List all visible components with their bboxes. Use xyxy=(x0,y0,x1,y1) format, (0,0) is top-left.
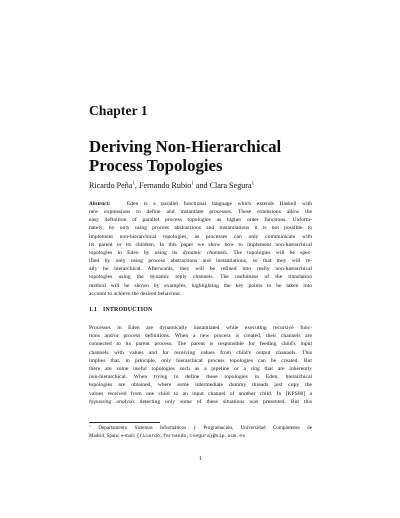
footnote-line: Madrid, Spain; e-mail: {ricardo,fernando,csegura}@sip.ucm.es xyxy=(89,432,246,439)
footnote-line: $^1$ Departamento Sistemas Informáticos y Programación, Universidad Complutense de xyxy=(89,425,312,431)
abstract-label: Abstract: xyxy=(89,201,111,207)
abstract-line: easy definition of parallel process topologies as higher order functions. Unfortu- xyxy=(89,217,312,224)
author-name: , Fernando Rubio xyxy=(134,181,192,190)
page-number: 1 xyxy=(199,456,202,462)
affiliation-mark: 1 xyxy=(251,181,255,187)
abstract-line: Abstract: Eden is a parallel functional language which extends Haskell with xyxy=(89,201,312,207)
abstract-line: method will be shown by examples, highlighting the key points to be taken into xyxy=(89,282,312,289)
emphasis-text: bypassing analysis xyxy=(89,398,135,405)
section-heading xyxy=(89,307,153,313)
section-number: 1.1 xyxy=(89,307,97,313)
affiliation-mark: 1 xyxy=(132,181,135,187)
abstract-line: ified by only using process abstractions and instantiations, so that they will re- xyxy=(89,258,312,265)
abstract-line: its parent or its children. In this paper we show how to implement non-hierarchical xyxy=(89,241,312,248)
chapter-title-line: Deriving Non-Hierarchical xyxy=(89,137,282,156)
email-address: {ricardo,fernando,csegura}@sip.ucm.es xyxy=(136,433,246,439)
abstract xyxy=(89,200,312,298)
footnote-mark: 1 xyxy=(89,425,91,428)
abstract-line: account to achieve the desired behaviour. xyxy=(89,290,182,297)
body-line: non-hierarchical. When trying to define these topologies in Eden, hierarchical xyxy=(89,374,312,381)
footnote xyxy=(89,425,312,440)
body-line: values received from one child to an input channel of another child. In [KPS00] a xyxy=(89,390,312,397)
body-line: implies that, in principle, only hierarchical process topologies can be created. But xyxy=(89,357,312,364)
abstract-line: topologies using the dynamic reply channels. The usefulness of the translation xyxy=(89,274,312,281)
footnote-rule xyxy=(89,422,160,423)
section-title: INTRODUCTION xyxy=(102,307,153,313)
abstract-line: ally be hierarchical. Afterwards, they will be refined into really non-hierarchical xyxy=(89,266,312,273)
abstract-line: topologies in Eden by using its dynamic channels. The topologies will be spec- xyxy=(89,249,312,256)
body-line: there are some useful topologies such as a pipeline or a ring that are inherently xyxy=(89,366,312,373)
emphasis-text: dynamic channels xyxy=(182,249,227,256)
chapter-title xyxy=(89,137,312,175)
body-line: topologies are obtained, where some intermediate dummy threads just copy the xyxy=(89,382,312,389)
body-paragraph xyxy=(89,324,312,406)
body-line: tions and/or process definitions. When a new process is created, their channels are xyxy=(89,333,312,340)
body-line: connected to its parent process. The parent is responsible for feeding child's input xyxy=(89,341,312,348)
chapter-title-line: Process Topologies xyxy=(89,156,223,175)
abstract-line: nately, by only using process abstractions and instantiations it is not possible to xyxy=(89,225,312,232)
abstract-line: implement non-hierarchical topologies, as processes can only communicate with xyxy=(89,233,312,240)
body-line: bypassing analysis detecting only some of these situations was presented. But this xyxy=(89,398,312,405)
chapter-label: Chapter 1 xyxy=(89,103,148,118)
affiliation-mark: 1 xyxy=(191,181,194,187)
author-name: Ricardo Peña xyxy=(89,181,133,190)
abstract-line: new expressions to define and instantiate processes. These extensions allow the xyxy=(89,209,312,216)
author-name: and Clara Segura xyxy=(193,181,252,190)
body-line: Processes in Eden are dynamically instantiated while executing recursive func- xyxy=(89,325,312,331)
paper-page xyxy=(89,0,312,518)
author-list xyxy=(89,181,254,190)
body-line: channels with values and for receiving values from child's output channels. This xyxy=(89,349,312,356)
